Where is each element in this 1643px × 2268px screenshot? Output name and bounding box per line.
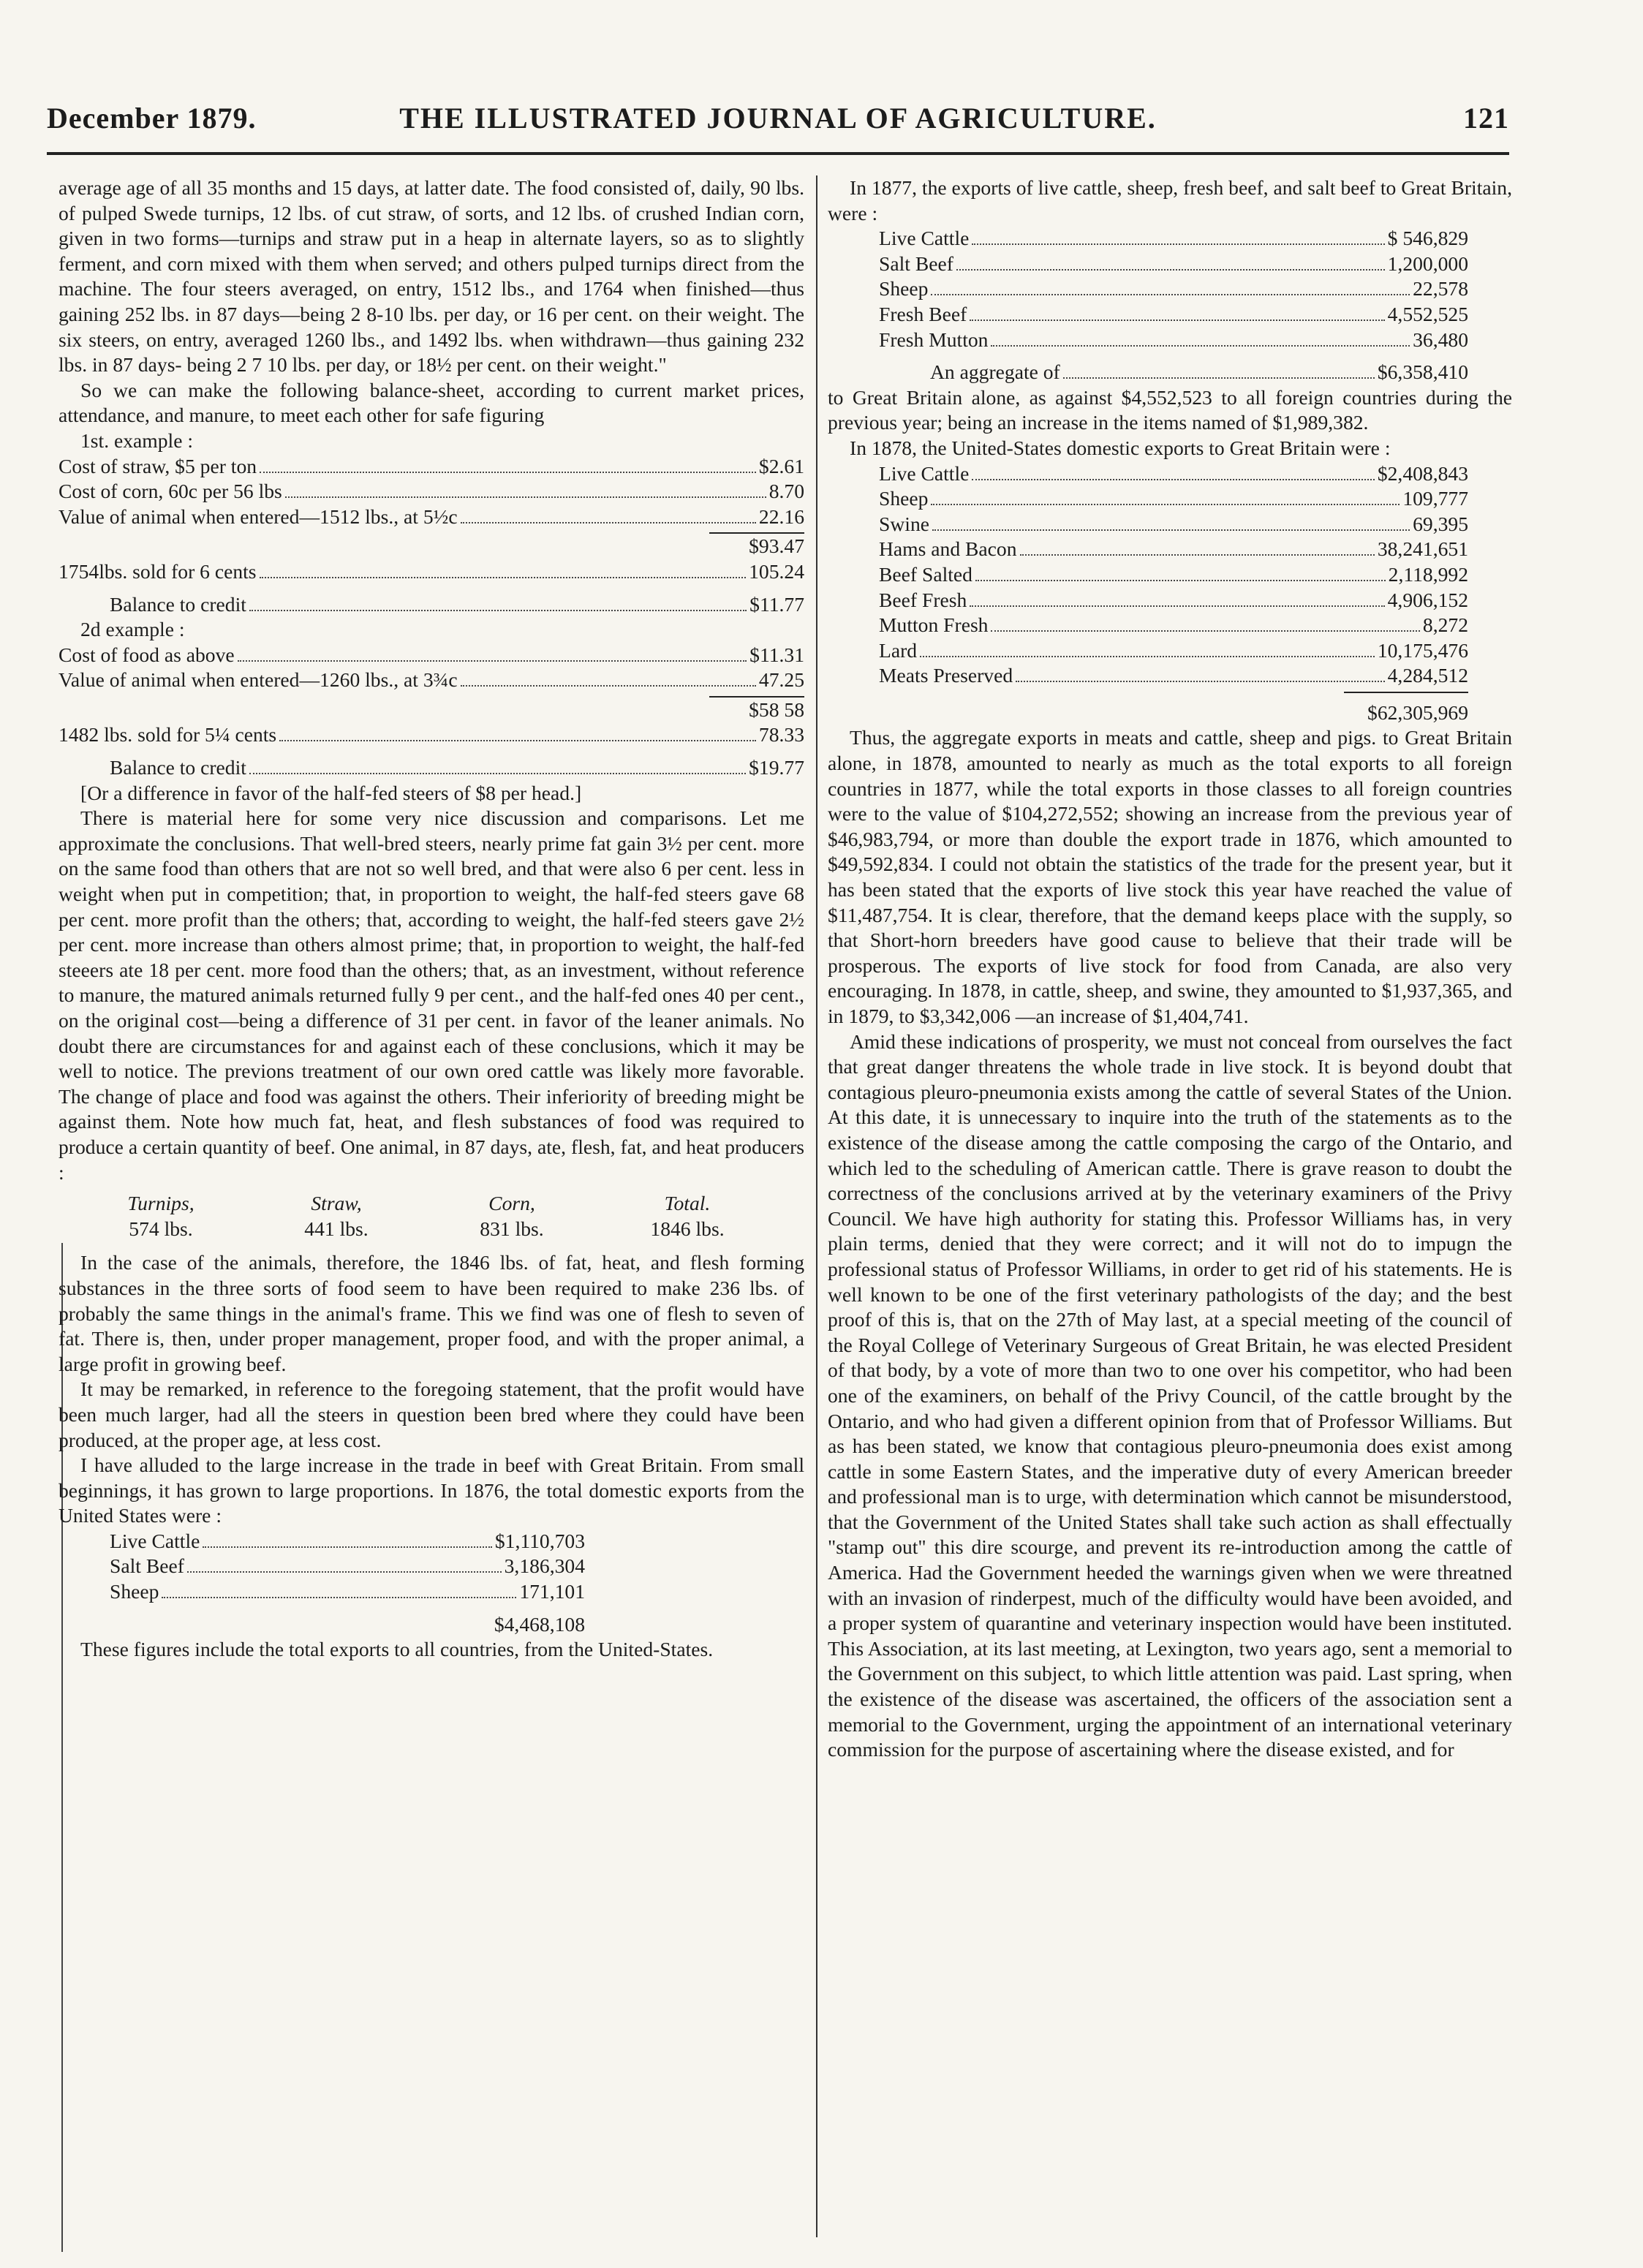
ledger-row: Sheep 109,777 <box>879 487 1468 510</box>
example-2-sold <box>58 722 804 748</box>
feed-value: 574 lbs. <box>129 1217 193 1240</box>
header-rule <box>47 152 1509 155</box>
ledger-row: Live Cattle $2,408,843 <box>879 461 1468 485</box>
feed-header: Straw, <box>311 1192 362 1215</box>
left-column <box>58 175 804 1663</box>
paragraph: In 1878, the United-States domestic exports to Great Britain were : <box>850 436 1391 459</box>
ledger-row: Cost of straw, $5 per ton $2.61 <box>58 454 804 477</box>
paragraph: There is material here for some very nice discussion and comparisons. Let me approximate the conclusions. That well-bred steers, nearly prime fat gain 3½ per cent. more on the same food than others that are not so well bred, and that were also 6 per cent. less in weight when put in competition; that, in proportion to weight, the half-fed steers gave 68 per cent. more profit than the others; that, according to weight, the half-fed steers gave 2½ per cent. more increase than others almost prime; that, in proportion to weight, the half-fed steeers ate 18 per cent. more food than the others; that, as an investment, without reference to manure, the matured animals returned fully 9 per cent., and the half-fed ones 40 per cent., on the original cost—being a difference of 31 per cent. in favor of the leaner animals. No doubt there are circumstances for and against each of these conclusions, which it may be well to notice. The previons treatment of our own ored cattle was likely more favorable. The change of place and food was against the others. Their inferiority of breeding might be against them. Note how much fat, heat, and flesh substances of food was required to produce a certain quantity of beef. One animal, in 87 days, ate, flesh, fat, and heat producers : <box>58 806 804 1184</box>
paragraph: In 1877, the exports of live cattle, sheep, fresh beef, and salt beef to Great Britain, were : <box>828 176 1512 224</box>
column-divider <box>816 175 817 2237</box>
aggregate-row <box>828 360 1512 385</box>
paragraph: Thus, the aggregate exports in meats and cattle, sheep and pigs. to Great Britain alone, in 1878, amounted to nearly as much as the total exports to all foreign countries in 1877, while the total exports in those classes to all foreign countries were to the value of $104,272,552; showing an increase from the previous year of $46,983,794, or more than double the export trade in 1876, which amounted to $49,592,834. I could not obtain the statistics of the trade for the present year, but it has been stated that the exports of live stock this year have reached the value of $11,487,754. It is clear, therefore, that the demand keeps place with the supply, so that Short-horn breeders have good cause to believe that their trade will be prosperous. The exports of live stock for food from Canada, are also very encouraging. In 1878, in cattle, sheep, and swine, they amounted to $1,937,365, and in 1879, to $3,342,006 —an increase of $1,404,741. <box>828 726 1512 1027</box>
exports-1877-ledger <box>828 226 1512 352</box>
ledger-row: Swine 69,395 <box>879 512 1468 535</box>
paragraph: These figures include the total exports to all countries, from the United-States. <box>80 1638 714 1661</box>
paragraph: I have alluded to the large increase in the trade in beef with Great Britain. From small beginnings, it has grown to large proportions. In 1876, the total domestic exports from the United States were : <box>58 1454 804 1527</box>
ledger-row: Fresh Beef 4,552,525 <box>879 302 1468 325</box>
feed-header: Corn, <box>488 1192 535 1215</box>
example-1-sold <box>58 559 804 585</box>
ledger-row: Balance to credit $11.77 <box>110 592 804 616</box>
issue-date: December 1879. <box>47 102 257 135</box>
feed-header: Total. <box>664 1192 711 1215</box>
ledger-row: 1482 lbs. sold for 5¼ cents 78.33 <box>58 723 804 746</box>
ledger-row: Beef Fresh 4,906,152 <box>879 588 1468 611</box>
example-2-ledger <box>58 643 804 693</box>
ledger-row: Mutton Fresh 8,272 <box>879 613 1468 637</box>
exports-1878-total: $62,305,969 <box>1367 700 1468 724</box>
paragraph: average age of all 35 months and 15 days, at latter date. The food consisted of, daily, 90 lbs. of pulped Swede turnips, 12 lbs. of cut straw, of sorts, and 12 lbs. of crushed Indian corn, given in two forms—turnips and straw put in a heap in alternate layers, so as to slightly ferment, and corn mixed with them when served; and others pulped turnips direct from the machine. The four steers averaged, on entry, 1512 lbs., and 1764 when finished—thus gaining 252 lbs. in 87 days—being 2 8-10 lbs. per day, or 16 per cent. on their weight. The six steers, on entry, averaged 1260 lbs., and 1492 lbs. when withdrawn—thus gaining 232 lbs. in 87 days- being 2 7 10 lbs. per day, or 18½ per cent. on their weight." <box>58 176 804 377</box>
exports-1876-total: $4,468,108 <box>494 1612 585 1636</box>
page-number: 121 <box>1463 102 1509 135</box>
subtotal: $93.47 <box>749 534 804 558</box>
paragraph: So we can make the following balance-sheet, according to current market prices, attendance, and manure, to meet each other for safe figuring <box>58 378 804 427</box>
feed-value: 1846 lbs. <box>650 1217 725 1240</box>
example-2-balance <box>58 755 804 781</box>
ledger-row: Lard 10,175,476 <box>879 638 1468 662</box>
ledger-row: Fresh Mutton 36,480 <box>879 328 1468 351</box>
page-header <box>47 101 1509 145</box>
example-1-ledger <box>58 454 804 530</box>
ledger-row: An aggregate of $6,358,410 <box>930 360 1468 384</box>
ledger-row: Salt Beef 3,186,304 <box>110 1554 585 1578</box>
journal-title: THE ILLUSTRATED JOURNAL OF AGRICULTURE. <box>399 102 1157 135</box>
paragraph: to Great Britain alone, as against $4,552,523 to all foreign countries during the previous year; being an increase in the items named of $1,989,382. <box>828 385 1512 434</box>
example-1-balance <box>58 592 804 618</box>
exports-1876-ledger <box>58 1529 804 1605</box>
right-column <box>828 175 1512 1763</box>
example-label: 1st. example : <box>80 428 194 452</box>
ledger-row: Live Cattle $1,110,703 <box>110 1529 585 1552</box>
note: [Or a difference in favor of the half-fed steers of $8 per head.] <box>80 781 582 804</box>
exports-1878-ledger <box>828 461 1512 689</box>
ledger-row: Beef Salted 2,118,992 <box>879 562 1468 586</box>
ledger-row: Live Cattle $ 546,829 <box>879 227 1468 250</box>
ledger-row: Cost of food as above $11.31 <box>58 643 804 666</box>
paragraph: In the case of the animals, therefore, the 1846 lbs. of fat, heat, and flesh forming substances in the three sorts of food seem to have been required to make 236 lbs. of probably the same things in the animal's frame. This we find was one of flesh to seven of fat. There is, then, under proper management, proper food, and with the proper animal, a large profit in growing beef. <box>58 1251 804 1375</box>
ledger-row: Hams and Bacon 38,241,651 <box>879 537 1468 561</box>
subtotal: $58 58 <box>749 698 804 721</box>
ledger-row: Value of animal when entered—1512 lbs., at 5½c 22.16 <box>58 504 804 528</box>
feed-table <box>73 1191 775 1241</box>
ledger-row: Salt Beef 1,200,000 <box>879 252 1468 275</box>
ledger-row: Balance to credit $19.77 <box>110 756 804 779</box>
feed-value: 831 lbs. <box>480 1217 544 1240</box>
feed-value: 441 lbs. <box>304 1217 369 1240</box>
ledger-row: Meats Preserved 4,284,512 <box>879 664 1468 687</box>
paragraph: It may be remarked, in reference to the foregoing statement, that the profit would have been much larger, had all the steers in question been bred where they could have been produced, at the proper age, at less cost. <box>58 1377 804 1451</box>
feed-header: Turnips, <box>127 1192 194 1215</box>
paragraph: Amid these indications of prosperity, we must not conceal from ourselves the fact that great danger threatens the whole trade in live stock. It is beyond doubt that contagious pleuro-pneumonia exists among the cattle of several States of the Union. At this date, it is unnecessary to inquire into the truth of the statements as to the existence of the disease among the cattle composing the cargo of the Ontario, and which led to the scheduling of American cattle. There is grave reason to doubt the correctness of the conclusions arrived at by the veterinary examiners of the Privy Council. We have high authority for stating this. Professor Williams has, in very plain terms, denied that they were correct; and it will not do to impugn the professional status of Professor Williams, in order to get rid of his statements. He is well known to be one of the first veterinary pathologists of the day; and the best proof of this is, that on the 27th of May last, at a special meeting of the council of the Royal College of Veterinary Surgeous of Great Britain, he was elected President of that body, by a vote of more than two to one over his competitor, who had been one of the examiners, on behalf of the Privy Council, of the cattle brought by the Ontario, and who had given a different opinion from that of Professor Williams. But as has been stated, we know that contagious pleuro-pneumonia does exist among cattle in some Eastern States, and the imperative duty of every American breeder and professional man is to urge, with determination which cannot be misunderstood, that the Government of the United States shall take such action as shall effectually "stamp out" this dire scourge, and prevent its re-introduction among the cattle of America. Had the Government heeded the warnings given when we were threatned with an invasion of rinderpest, much of the difficulty would have been avoided, and a proper system of quarantine and veterinary inspection would have been instituted. This Association, at its last meeting, at Lexington, two years ago, sent a memorial to the Government on this subject, to which little attention was paid. Last spring, when the existence of the disease was ascertained, the officers of the association sent a memorial to the Government, urging the appointment of an international veterinary commission for the purpose of ascertaining where the disease existed, and for <box>828 1029 1512 1761</box>
ledger-row: Cost of corn, 60c per 56 lbs 8.70 <box>58 480 804 503</box>
ledger-row: Sheep 171,101 <box>110 1580 585 1603</box>
ledger-row: 1754lbs. sold for 6 cents 105.24 <box>58 559 804 583</box>
example-label: 2d example : <box>80 618 185 641</box>
ledger-row: Sheep 22,578 <box>879 277 1468 300</box>
ledger-row: Value of animal when entered—1260 lbs., at 3¾c 47.25 <box>58 668 804 692</box>
